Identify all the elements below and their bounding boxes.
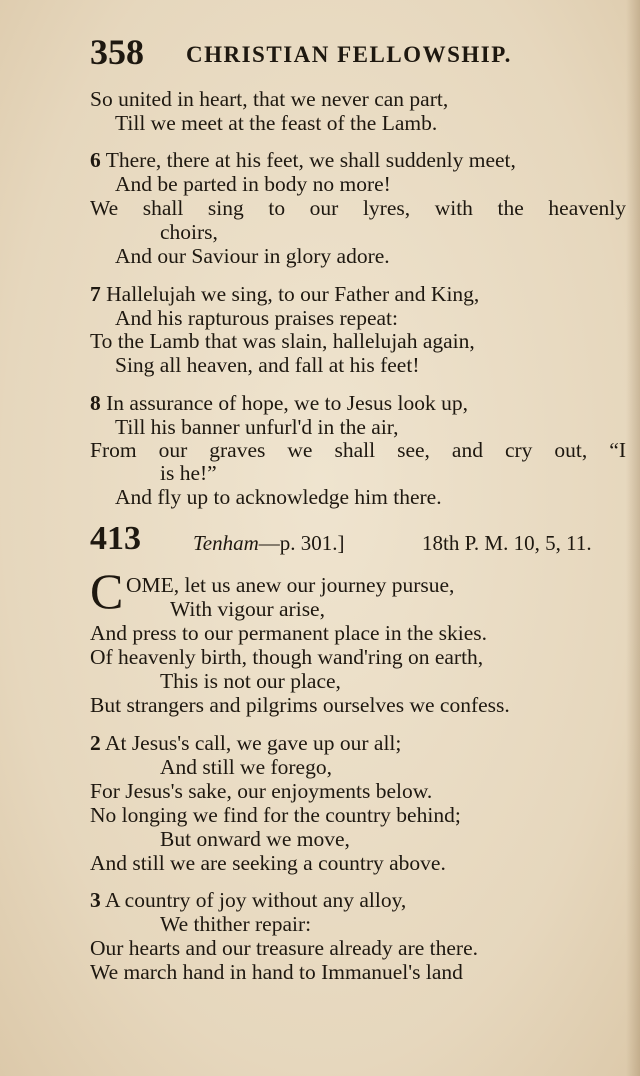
tune-name: Tenham: [193, 531, 259, 555]
verse-line: And still we forego,: [160, 755, 332, 779]
verse-line: For Jesus's sake, our enjoyments below.: [90, 779, 433, 803]
running-title: CHRISTIAN FELLOWSHIP.: [186, 42, 512, 67]
verse-line: 7 Hallelujah we sing, to our Father and King,: [90, 282, 480, 306]
verse-line: We thither repair:: [160, 912, 312, 936]
verse-line: We shall sing to our lyres, with the heavenly: [90, 196, 626, 220]
drop-cap: C: [90, 563, 124, 619]
verse-line: And our Saviour in glory adore.: [115, 244, 390, 268]
meter-label: 18th P. M. 10, 5, 11.: [422, 531, 592, 555]
verse-line: 2 At Jesus's call, we gave up our all;: [90, 731, 402, 755]
verse-line: No longing we find for the country behind;: [90, 803, 461, 827]
verse-line: is he!”: [160, 461, 217, 485]
verse-line: 8 In assurance of hope, we to Jesus look up,: [90, 391, 468, 415]
verse-line: From our graves we shall see, and cry out, “I: [90, 438, 626, 462]
verse-line: Till we meet at the feast of the Lamb.: [115, 111, 438, 135]
verse-line: We march hand in hand to Immanuel's land: [90, 960, 463, 984]
verse-line: With vigour arise,: [170, 597, 325, 621]
page-edge-shadow: [626, 0, 640, 1076]
verse-line: And fly up to acknowledge him there.: [115, 485, 442, 509]
verse-line: So united in heart, that we never can part,: [90, 87, 449, 111]
verse-line: Of heavenly birth, though wand'ring on earth,: [90, 645, 484, 669]
verse-line: OME, let us anew our journey pursue,: [126, 573, 455, 597]
tune-page-ref: —p. 301.]: [258, 531, 345, 555]
verse-line: And still we are seeking a country above.: [90, 851, 446, 875]
page-header: [90, 30, 610, 74]
verse-line: And press to our permanent place in the skies.: [90, 621, 488, 645]
verse-line: Till his banner unfurl'd in the air,: [115, 415, 399, 439]
tune-reference: [193, 530, 345, 556]
verse-line: And his rapturous praises repeat:: [115, 306, 399, 330]
page-number: 358: [90, 32, 144, 72]
verse-line: choirs,: [160, 220, 218, 244]
verse-line: 3 A country of joy without any alloy,: [90, 888, 407, 912]
verse-line: 6 There, there at his feet, we shall suddenly meet,: [90, 148, 516, 172]
verse-line: But strangers and pilgrims ourselves we confess.: [90, 693, 510, 717]
verse-line: This is not our place,: [160, 669, 341, 693]
verse-line: Sing all heaven, and fall at his feet!: [115, 353, 420, 377]
verse-line: Our hearts and our treasure already are there.: [90, 936, 478, 960]
verse-line: To the Lamb that was slain, hallelujah again,: [90, 329, 475, 353]
verse-line: But onward we move,: [160, 827, 350, 851]
verse-line: And be parted in body no more!: [115, 172, 391, 196]
hymn-number: 413: [90, 520, 141, 557]
